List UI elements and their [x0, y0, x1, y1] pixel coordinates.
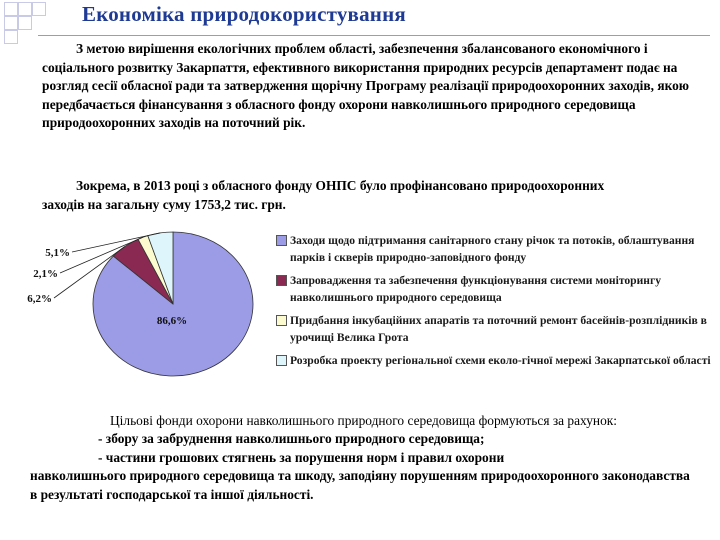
pie-data-label: 2,1% [33, 268, 58, 280]
legend-label: Розробка проекту регіональної схеми еколо-гічної мережі Закарпатської області [290, 354, 711, 367]
legend-item [276, 232, 716, 266]
legend-swatch [276, 315, 287, 326]
funds-item-1: - збору за забруднення навколишнього природного середовища; [98, 431, 485, 447]
legend-label: Придбання інкубаційних апаратів та поточний ремонт басейнів-розплідників в урочищі Велика Грота [290, 314, 707, 344]
legend-swatch [276, 235, 287, 246]
pie-data-label: 86,6% [156, 315, 188, 327]
legend-item [276, 352, 716, 386]
title-divider [38, 35, 710, 36]
legend-item [276, 312, 716, 346]
funds-item-2-cont: навколишнього природного середовища та шкоду, заподіяну порушенням природоохоронного законодавства в результаті господарської та іншої діяльності. [30, 468, 690, 502]
chart-legend [276, 232, 716, 392]
legend-swatch [276, 275, 287, 286]
pie-chart [0, 220, 276, 400]
intro-paragraph: З метою вирішення екологічних проблем області, забезпечення збалансованого економічного і соціального розвитку Закарпаття, ефективного використання природних ресурсів департамент подає на розгляд сесії обласної ради та затвердження щорічну Програму реалізації природоохоронних заходів, якою передбачається фінансування з обласного фонду охорони навколишнього природного середовища природоохоронних заходів на поточний рік. [42, 41, 690, 131]
pie-data-label: 6,2% [27, 293, 52, 305]
page-title: Економіка природокористування [82, 2, 406, 26]
legend-label: Заходи щодо підтримання санітарного стану річок та потоків, облаштування парків і скверів природно-заповідного фонду [290, 234, 695, 264]
legend-label: Запровадження та забезпечення функціонування системи моніторингу навколишнього природного середовища [290, 274, 662, 304]
funds-intro: Цільові фонди охорони навколишнього природного середовища формуються за рахунок: [110, 413, 618, 428]
funds-section [30, 412, 700, 504]
pie-data-label: 5,1% [45, 247, 70, 259]
legend-item [276, 272, 716, 306]
funding-paragraph: Зокрема, в 2013 році з обласного фонду ОНПС було профінансовано природоохоронних заходів на загальну суму 1753,2 тис. грн. [42, 178, 605, 212]
funds-item-2: - частини грошових стягнень за порушення норм і правил охорони [98, 449, 505, 465]
legend-swatch [276, 355, 287, 366]
